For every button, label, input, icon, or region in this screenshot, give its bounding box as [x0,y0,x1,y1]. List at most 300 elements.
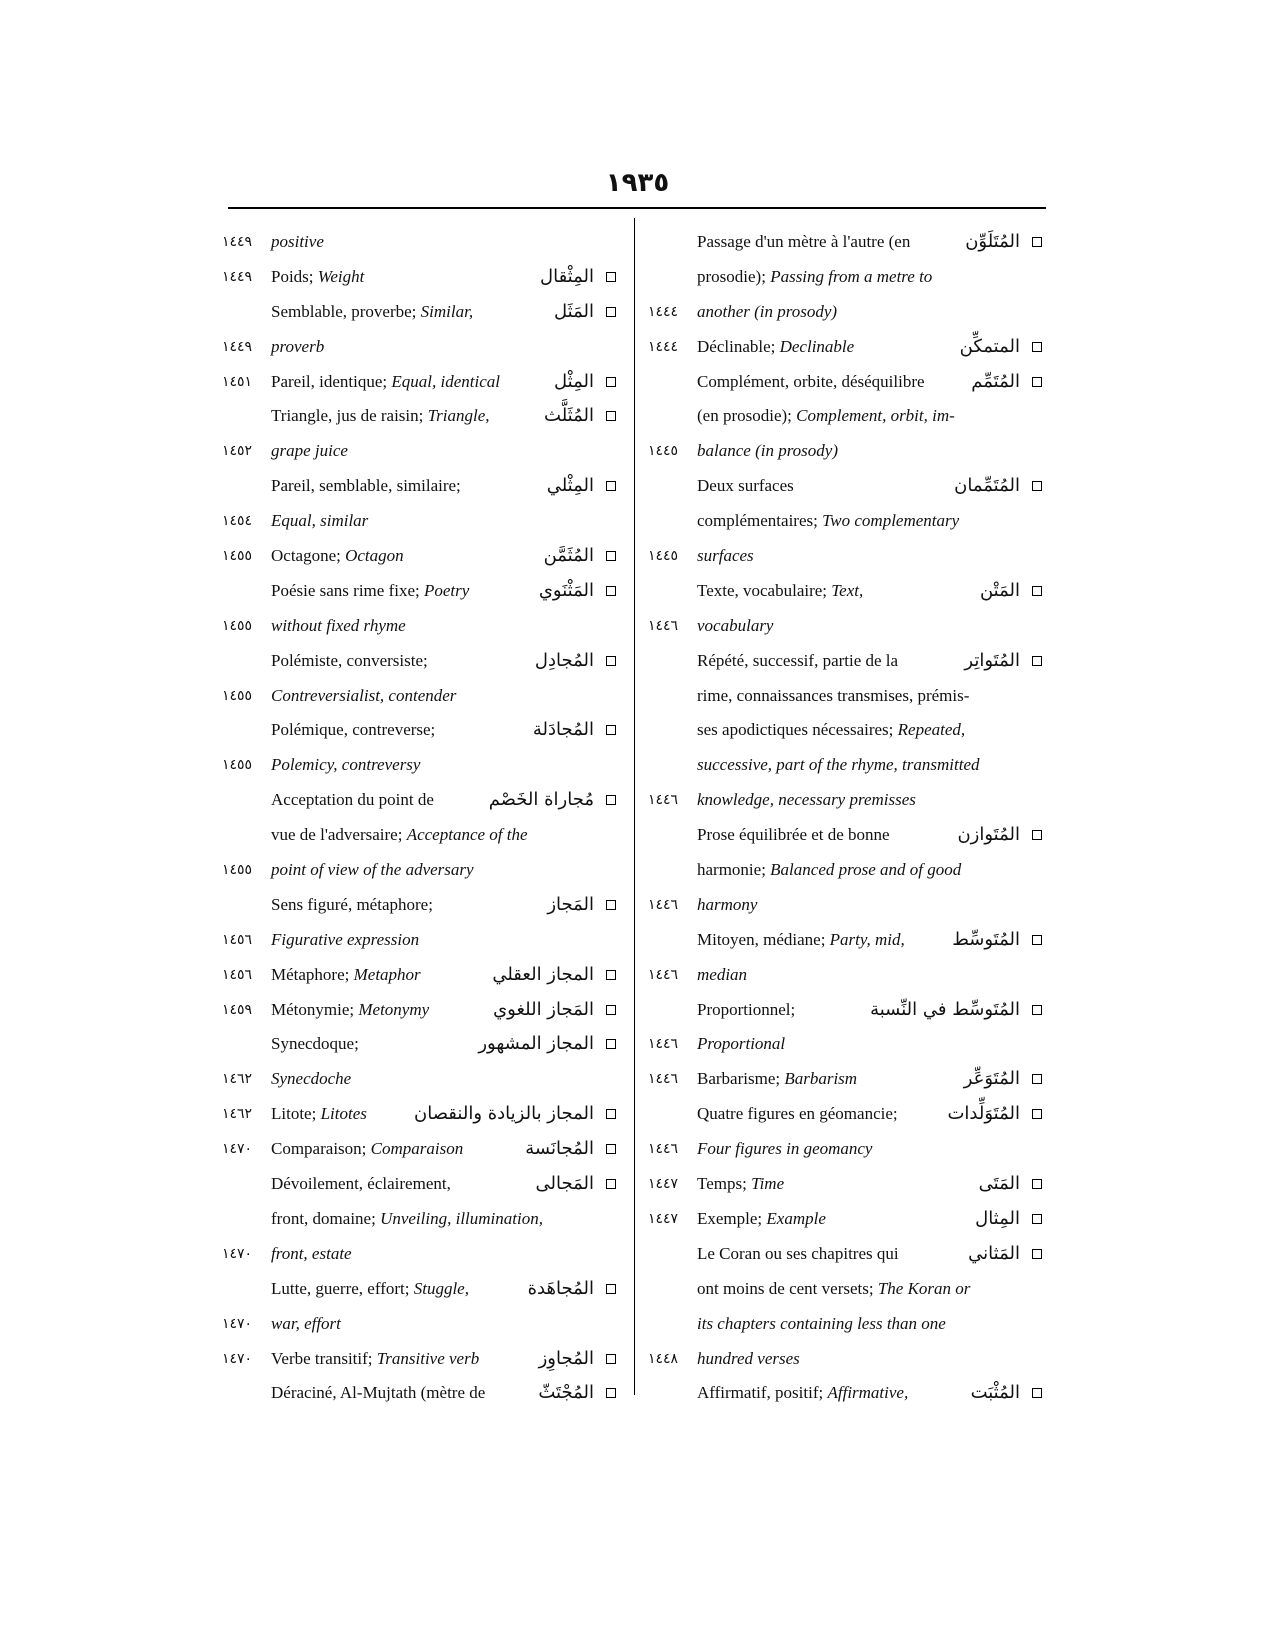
entry-line [222,260,622,295]
arabic-headword: المُثَمَّن [543,545,594,567]
english-text: Barbarism [784,1069,858,1089]
french-text: ont moins de cent versets; [697,1278,878,1298]
entry-line [648,958,1048,993]
page-reference: ١٤٤٦ [648,1071,679,1088]
page-reference: ١٤٤٩ [222,338,253,355]
english-text: Four figures in geomancy [697,1139,873,1159]
left-column [222,225,622,1411]
french-text: harmonie; [697,860,771,880]
french-text: Pareil, semblable, similaire; [271,476,461,496]
page-reference: ١٤٤٧ [648,1210,679,1227]
definition-text [271,713,529,748]
definition-text [697,888,957,923]
french-text: Verbe transitif; [271,1348,377,1368]
page-reference: ١٤٥٤ [222,513,253,530]
french-text: Polémiste, conversiste; [271,650,428,670]
entry-bullet-icon [606,1144,616,1154]
entry-line [222,748,622,783]
english-text: Repeated, [897,720,966,740]
right-column [648,225,1048,1411]
english-text: without fixed rhyme [271,615,406,635]
entry-line [648,1062,1048,1097]
page-reference: ١٤٤٤ [648,338,679,355]
entry-line [648,748,1048,783]
english-text: Contreversialist, contender [271,685,457,705]
english-text: positive [271,232,324,251]
arabic-headword: المُتَوازن [957,824,1020,846]
english-text: Triangle, [427,406,490,426]
english-text: Text, [831,580,864,600]
french-text: rime, connaissances transmises, prémis- [697,685,970,705]
arabic-headword: المِثْل [554,370,594,392]
english-text: point of view of the adversary [271,860,474,880]
page-reference: ١٤٧٠ [222,1141,253,1158]
arabic-headword: المُتَوسِّط [952,928,1020,950]
entry-bullet-icon [1032,481,1042,491]
page-reference: ١٤٤٥ [648,548,679,565]
entry-bullet-icon [606,1179,616,1189]
entry-bullet-icon [606,481,616,491]
arabic-headword: المُتَمِّمان [954,475,1020,497]
definition-text [271,469,529,504]
entry-bullet-icon [606,1388,616,1398]
french-text: Affirmatif, positif; [697,1383,828,1403]
entry-line [648,1132,1048,1167]
french-text: Déraciné, Al-Mujtath (mètre de [271,1383,486,1403]
entry-line [648,539,1048,574]
entry-line [648,1376,1048,1411]
arabic-headword: المَتْن [979,579,1020,601]
french-text: Métaphore; [271,964,354,984]
arabic-headword: المَجاز [547,893,594,915]
english-text: Similar, [420,301,474,321]
entry-line [648,818,1048,853]
entry-bullet-icon [606,411,616,421]
definition-text [697,574,955,609]
entry-line [648,1237,1048,1272]
definition-text [271,923,531,958]
definition-text [271,260,529,295]
english-text: Comparaison [370,1139,464,1159]
french-text: Acceptation du point de [271,790,434,810]
definition-text [271,1132,529,1167]
definition-text [271,1062,531,1097]
entry-line [222,713,622,748]
page-reference: ١٤٥١ [222,373,253,390]
entry-bullet-icon [1032,377,1042,387]
entry-bullet-icon [606,1284,616,1294]
definition-text [697,1376,955,1411]
arabic-headword: المُتَوَعِّر [963,1068,1020,1090]
entry-line [648,783,1048,818]
page-reference: ١٤٤٩ [222,234,253,250]
english-text: Complement, orbit, im- [796,406,955,426]
header-rule [228,207,1046,209]
page-reference: ١٤٤٦ [648,792,679,809]
definition-text [271,609,531,644]
definition-text [271,748,531,783]
entry-line [222,330,622,365]
definition-text [697,1272,971,1307]
definition-text [697,1097,955,1132]
definition-text [271,330,531,365]
entry-bullet-icon [606,1109,616,1119]
arabic-headword: المُجْتَثّ [538,1382,594,1404]
arabic-headword: المجاز المشهور [478,1033,594,1055]
entry-line [222,1202,622,1237]
french-text: Répété, successif, partie de la [697,650,899,670]
english-text: Party, mid, [829,929,905,949]
entry-bullet-icon [1032,586,1042,596]
definition-text [697,644,955,679]
entry-bullet-icon [606,377,616,387]
english-text: Synecdoche [271,1069,352,1089]
arabic-headword: المِثال [975,1207,1020,1229]
definition-text [697,260,957,295]
french-text: Octagone; [271,546,346,566]
arabic-headword: المُتَلَوِّن [965,231,1020,252]
definition-text [271,1272,529,1307]
page-reference: ١٤٤٨ [648,1350,679,1367]
definition-text [697,1237,955,1272]
french-text: Proportionnel; [697,999,796,1019]
entry-bullet-icon [606,656,616,666]
entry-line [222,295,622,330]
entry-line [222,1376,622,1411]
english-text: Acceptance of the [406,825,528,845]
page-reference: ١٤٤٦ [648,1036,679,1053]
entry-line [648,993,1048,1028]
arabic-headword: المَجاز اللغوي [493,998,594,1020]
arabic-headword: المِثْلي [546,475,594,497]
french-text: Triangle, jus de raisin; [271,406,428,426]
french-text: Pareil, identique; [271,371,392,391]
english-text: Example [766,1208,826,1228]
english-text: The Koran or [877,1278,971,1298]
entry-line [648,504,1048,539]
page-number: ١٩٣٥ [605,168,670,198]
definition-text [271,888,529,923]
definition-text [697,330,955,365]
french-text: Métonymie; [271,999,359,1019]
entry-line [222,993,622,1028]
english-text: proverb [271,336,325,356]
entry-bullet-icon [606,970,616,980]
entry-line [648,888,1048,923]
entry-bullet-icon [1032,237,1042,247]
arabic-headword: المُجاوِز [538,1347,594,1369]
definition-text [697,713,966,748]
arabic-headword: المَثْنَوي [538,579,594,601]
entry-line [222,1272,622,1307]
arabic-headword: المُتَمِّم [971,370,1020,392]
entry-line [648,295,1048,330]
english-text: Weight [317,266,365,286]
definition-text [271,853,531,888]
definition-text [271,225,531,260]
definition-text [697,783,957,818]
french-text: Comparaison; [271,1139,371,1159]
french-text: Semblable, proverbe; [271,301,421,321]
entry-line [222,853,622,888]
french-text: ses apodictiques nécessaires; [697,720,898,740]
arabic-headword: المَثَل [554,300,594,322]
page-reference: ١٤٥٥ [222,687,253,704]
entry-line [648,225,1048,260]
entry-line [222,1062,622,1097]
arabic-headword: المُجادَلة [532,719,594,741]
entry-line [222,1132,622,1167]
english-text: knowledge, necessary premisses [697,790,916,810]
entry-bullet-icon [1032,830,1042,840]
entry-line [222,679,622,714]
arabic-headword: المتمكِّن [959,335,1020,357]
definition-text [697,609,957,644]
page-reference: ١٤٤٥ [648,443,679,460]
entry-line [222,644,622,679]
arabic-headword: المُجاهَدة [527,1277,594,1299]
arabic-headword: المُتَواتِر [964,649,1020,671]
french-text: Poids; [271,266,318,286]
entry-line [648,330,1048,365]
english-text: hundred verses [697,1348,800,1368]
entry-line [222,1027,622,1062]
entry-bullet-icon [606,795,616,805]
entry-line [222,225,622,260]
entry-line [648,713,1048,748]
page-reference: ١٤٤٧ [648,1176,679,1193]
arabic-headword: المجاز العقلي [492,963,594,985]
english-text: Litotes [320,1104,367,1124]
english-text: Declinable [779,336,855,356]
english-text: Polemicy, contreversy [271,755,421,775]
entry-line [648,1202,1048,1237]
entry-bullet-icon [1032,1179,1042,1189]
definition-text [697,1202,955,1237]
page-reference: ١٤٤٦ [648,1141,679,1158]
definition-text [697,1132,957,1167]
entry-bullet-icon [606,725,616,735]
definition-text [271,539,529,574]
entry-line [222,888,622,923]
page-reference: ١٤٥٦ [222,966,253,983]
definition-text [697,679,970,714]
entry-bullet-icon [1032,1214,1042,1224]
french-text: Passage d'un mètre à l'autre (en [697,232,911,251]
english-text: Figurative expression [271,929,420,949]
english-text: Affirmative, [827,1383,909,1403]
english-text: Metonymy [358,999,430,1019]
entry-line [648,260,1048,295]
definition-text [271,1307,531,1342]
entry-line [222,504,622,539]
entry-bullet-icon [606,307,616,317]
english-text: harmony [697,894,758,914]
page-reference: ١٤٤٦ [648,617,679,634]
page-reference: ١٤٧٠ [222,1245,253,1262]
definition-text [697,1062,955,1097]
page-reference: ١٤٤٤ [648,303,679,320]
page-reference: ١٤٥٩ [222,1001,253,1018]
definition-text [271,574,529,609]
arabic-headword: المُثَلَّث [544,405,594,427]
french-text: complémentaires; [697,511,823,531]
entry-line [222,365,622,400]
french-text: Exemple; [697,1208,767,1228]
arabic-headword: المُتَوسِّط في النِّسبة [870,998,1020,1020]
french-text: front, domaine; [271,1208,381,1228]
english-text: Poetry [423,580,470,600]
entry-bullet-icon [1032,1005,1042,1015]
entry-line [648,853,1048,888]
entry-line [222,574,622,609]
english-text: Time [751,1174,785,1194]
definition-text [697,748,980,783]
entry-bullet-icon [606,900,616,910]
english-text: successive, part of the rhyme, transmitted [697,755,980,775]
entry-bullet-icon [606,1005,616,1015]
definition-text [697,818,955,853]
english-text: Metaphor [353,964,421,984]
arabic-headword: المِثْقال [540,265,594,287]
english-text: Unveiling, illumination, [380,1208,543,1228]
english-text: median [697,964,748,984]
english-text: balance (in prosody) [697,441,839,461]
french-text: prosodie); [697,266,771,286]
arabic-headword: المَثاني [968,1242,1020,1264]
definition-text [697,399,957,434]
english-text: Octagon [345,546,404,566]
definition-text [697,539,957,574]
page-reference: ١٤٥٢ [222,443,253,460]
entry-line [222,783,622,818]
definition-text [271,993,529,1028]
entry-line [222,1307,622,1342]
definition-text [271,818,531,853]
entry-line [222,1097,622,1132]
entry-line [648,399,1048,434]
french-text: Prose équilibrée et de bonne [697,825,890,845]
french-text: Barbarisme; [697,1069,785,1089]
page-reference: ١٤٤٦ [648,966,679,983]
entry-line [222,1237,622,1272]
page-reference: ١٤٥٥ [222,757,253,774]
english-text: Stuggle, [413,1278,469,1298]
definition-text [697,853,962,888]
english-text: Passing from a metre to [770,266,933,286]
french-text: Lutte, guerre, effort; [271,1278,414,1298]
entry-line [648,923,1048,958]
entry-line [648,1342,1048,1377]
page-reference: ١٤٥٥ [222,548,253,565]
arabic-headword: المجاز بالزيادة والنقصان [413,1103,594,1125]
french-text: Déclinable; [697,336,780,356]
entry-line [222,818,622,853]
definition-text [271,1376,529,1411]
page-reference: ١٤٥٥ [222,862,253,879]
definition-text [697,225,955,260]
english-text: its chapters containing less than one [697,1313,946,1333]
english-text: Proportional [697,1034,786,1054]
entry-bullet-icon [606,586,616,596]
entry-line [222,1167,622,1202]
french-text: Quatre figures en géomancie; [697,1104,898,1124]
entry-line [648,1027,1048,1062]
english-text: front, estate [271,1243,352,1263]
arabic-headword: المُجانَسة [525,1138,594,1160]
entry-bullet-icon [606,551,616,561]
definition-text [697,434,957,469]
english-text: Balanced prose and of good [770,860,962,880]
french-text: (en prosodie); [697,406,797,426]
french-text: Deux surfaces [697,476,794,496]
definition-text [271,1342,529,1377]
entry-bullet-icon [606,1039,616,1049]
definition-text [271,679,531,714]
entry-bullet-icon [606,272,616,282]
definition-text [697,958,957,993]
french-text: Litote; [271,1104,321,1124]
french-text: Texte, vocabulaire; [697,580,832,600]
entry-line [222,958,622,993]
definition-text [271,295,529,330]
definition-text [697,1027,957,1062]
french-text: Sens figuré, métaphore; [271,894,433,914]
entry-bullet-icon [1032,1249,1042,1259]
entry-bullet-icon [1032,1388,1042,1398]
page-reference: ١٤٧٠ [222,1350,253,1367]
arabic-headword: المُثْبَت [970,1382,1020,1404]
entry-bullet-icon [1032,656,1042,666]
entry-line [222,399,622,434]
page-reference: ١٤٥٥ [222,617,253,634]
entry-bullet-icon [1032,935,1042,945]
english-text: Equal, identical [391,371,500,391]
definition-text [271,644,529,679]
definition-text [271,399,529,434]
page-reference: ١٤٤٦ [648,896,679,913]
arabic-headword: المَجالى [535,1173,594,1195]
page-reference: ١٤٧٠ [222,1315,253,1332]
arabic-headword: المُتَوَلِّدات [947,1103,1020,1125]
definition-text [697,1307,957,1342]
entry-bullet-icon [606,1354,616,1364]
entry-line [222,469,622,504]
entry-bullet-icon [1032,342,1042,352]
entry-line [222,539,622,574]
entry-line [648,469,1048,504]
definition-text [697,923,955,958]
entry-line [648,434,1048,469]
english-text: Two complementary [822,511,960,531]
french-text: Complément, orbite, déséquilibre [697,371,925,391]
french-text: Dévoilement, éclairement, [271,1174,451,1194]
entry-line [648,679,1048,714]
english-text: grape juice [271,441,348,461]
definition-text [271,504,531,539]
page-reference: ١٤٥٦ [222,931,253,948]
french-text: Polémique, contreverse; [271,720,436,740]
french-text: Temps; [697,1174,752,1194]
definition-text [271,1237,531,1272]
french-text: Mitoyen, médiane; [697,929,830,949]
entry-line [648,644,1048,679]
definition-text [271,1202,543,1237]
page-reference: ١٤٦٢ [222,1106,253,1123]
definition-text [697,504,960,539]
definition-text [697,365,955,400]
french-text: Le Coran ou ses chapitres qui [697,1243,899,1263]
